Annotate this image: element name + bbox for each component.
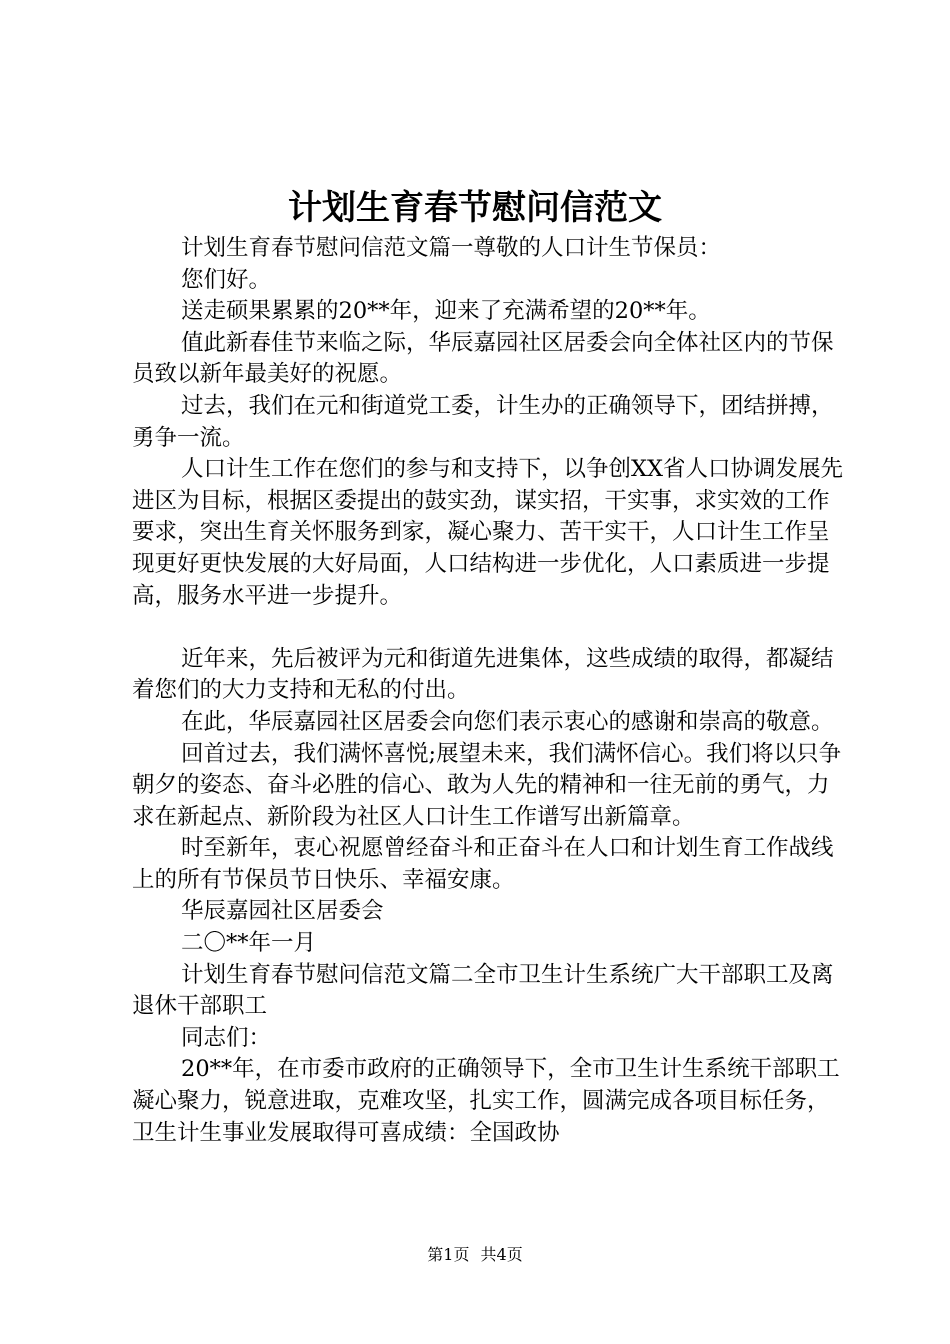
- text-line: 近年来，先后被评为元和街道先进集体，这些成绩的取得，: [181, 645, 767, 672]
- paragraph: [132, 739, 850, 834]
- paragraph: [132, 391, 850, 454]
- text-line: 时至新年，衷心祝愿曾经奋斗和正奋斗在人口和计划生育: [181, 835, 744, 862]
- paragraph: [132, 960, 850, 1023]
- paragraph: [132, 896, 850, 928]
- text-line: 结拼搏，勇争一流。: [132, 392, 834, 451]
- text-line: 成各项目标任务，卫生计生事业发展取得可喜成绩：全国政协: [132, 1088, 830, 1146]
- document-body: [132, 233, 850, 1149]
- text-line: 内的节保员致以新年最美好的祝愿。: [132, 329, 834, 388]
- text-line: 回首过去，我们满怀喜悦;展望未来，我们满怀信心。我们: [181, 740, 752, 767]
- paragraph: [132, 1054, 850, 1149]
- text-line: 结构进一步优化，人口素质进一步提高，服务水平进一步提升。: [132, 550, 830, 609]
- paragraph: [132, 707, 850, 739]
- text-line: 值此新春佳节来临之际，华辰嘉园社区居委会向全体社区: [181, 329, 744, 356]
- paragraph: [132, 1023, 850, 1055]
- text-line: 送走硕果累累的20**年，迎来了充满希望的20**年。: [181, 298, 711, 325]
- paragraph: [132, 328, 850, 391]
- text-line: 在此，华辰嘉园社区居委会向您们表示衷心的感谢和崇高: [181, 708, 744, 735]
- text-line: 计划生育春节慰问信范文篇二全市卫生计生系统广大干部: [181, 961, 744, 988]
- text-line: 华辰嘉园社区居委会: [181, 898, 384, 925]
- text-line: 干部职工凝心聚力，锐意进取，克难攻坚，扎实工作，圆满完: [132, 1056, 840, 1115]
- text-line: 您们好。: [181, 266, 272, 293]
- text-line: 往无前的勇气，力求在新起点、新阶段为社区人口计生工作谱: [132, 772, 830, 830]
- text-line: 20**年，在市委市政府的正确领导下，全市卫生计生系统: [181, 1056, 750, 1083]
- text-line: 工作战线上的所有节保员节日快乐、幸福安康。: [132, 835, 834, 893]
- text-line: 事，求实效的工作要求，突出生育关怀服务到家，凝心聚力、: [132, 487, 830, 546]
- paragraph: [132, 928, 850, 960]
- paragraph: [132, 233, 850, 265]
- text-line: 调发展先进区为目标，根据区委提出的鼓实劲，谋实招，干实: [132, 456, 844, 514]
- paragraph-spacer: [132, 612, 850, 644]
- paragraph: [132, 296, 850, 328]
- text-line: 过去，我们在元和街道党工委，计生办的正确领导下，团: [181, 392, 744, 419]
- paragraph: [132, 644, 850, 707]
- text-line: 将以只争朝夕的姿态、奋斗必胜的信心、敢为人先的精神和一: [132, 740, 842, 799]
- text-line: 人口计生工作在您们的参与和支持下，以争创XX省人口协: [181, 456, 754, 483]
- text-line: 都凝结着您们的大力支持和无私的付出。: [132, 645, 834, 704]
- text-line: 的敬意。: [743, 708, 834, 735]
- paragraph: [132, 454, 850, 612]
- text-line: 同志们：: [181, 1024, 272, 1051]
- paragraph: [132, 833, 850, 896]
- text-line: 苦干实干，人口计生工作呈现更好更快发展的大好局面，人口: [132, 519, 830, 577]
- page-title: 计划生育春节慰问信范文: [288, 188, 662, 228]
- page-total: 共4页: [480, 1245, 523, 1264]
- text-line: 职工及离退休干部职工: [132, 961, 834, 1020]
- text-line: 二〇**年一月: [181, 930, 317, 957]
- paragraph: [132, 265, 850, 297]
- text-line: 计划生育春节慰问信范文篇一尊敬的人口计生节保员：: [181, 235, 722, 261]
- page-number: 第1页: [427, 1245, 470, 1264]
- page-footer: [0, 1244, 950, 1266]
- text-line: 写出新篇章。: [559, 803, 695, 830]
